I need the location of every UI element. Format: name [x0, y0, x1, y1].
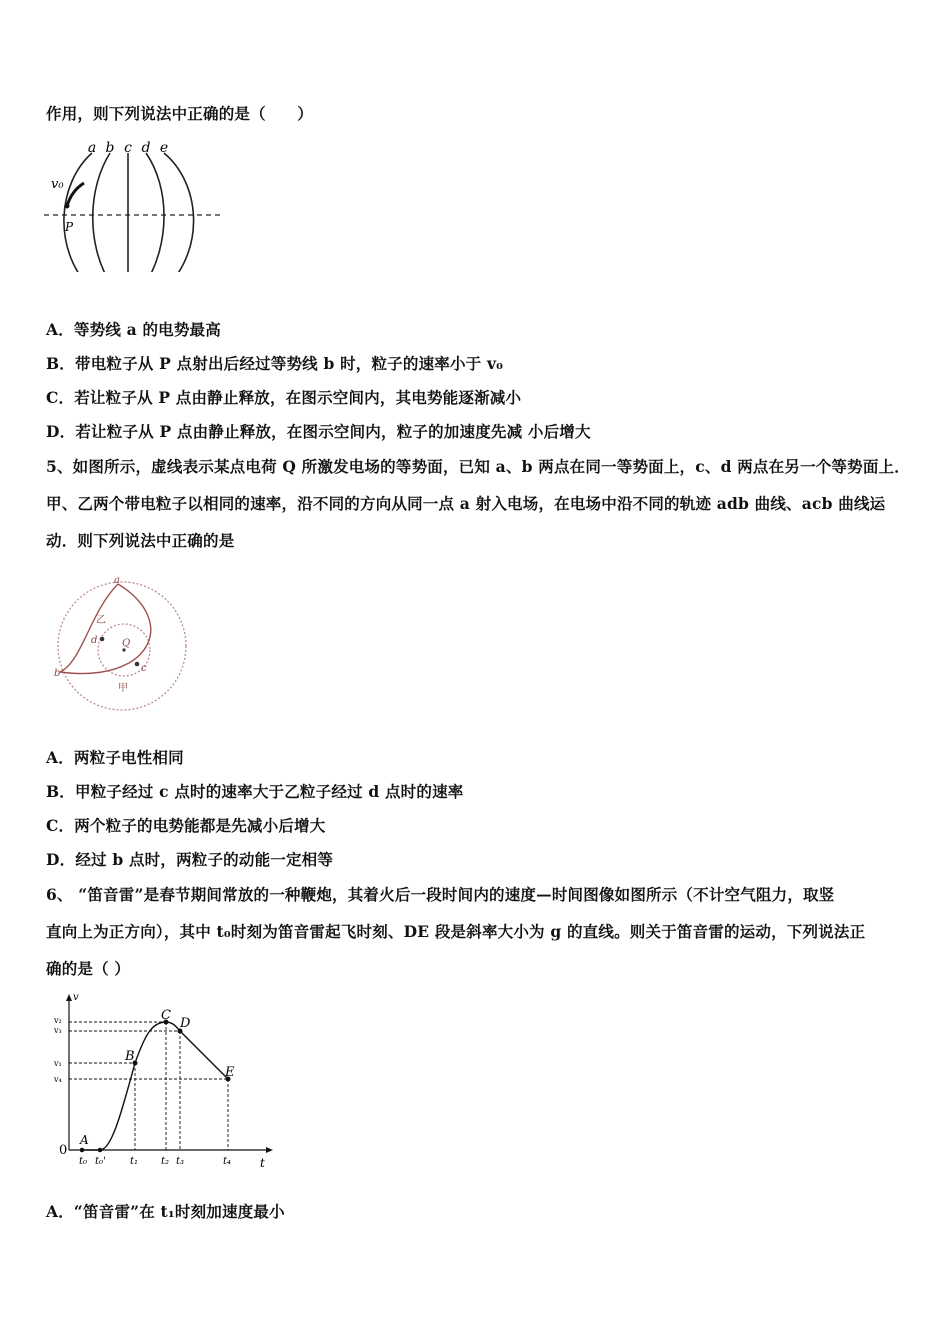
- label-origin: 0: [59, 1143, 68, 1158]
- q5-stem-line-2: 甲、乙两个带电粒子以相同的速率，沿不同的方向从同一点 a 射入电场，在电场中沿不同的轨迹 adb 曲线、acb 曲线运: [46, 494, 886, 513]
- q5-stem-line-1: 5、如图所示，虚线表示某点电荷 Q 所激发电场的等势面，已知 a、b 两点在同一等势面上，c、d 两点在另一个等势面上．: [46, 457, 910, 476]
- label-t0prime: t₀': [95, 1156, 106, 1167]
- label-E: E: [225, 1065, 235, 1080]
- q6-velocity-time-graph: [40, 990, 280, 1175]
- q6-stem-line-1: 6、 “笛音雷”是春节期间常放的一种鞭炮，其着火后一段时间内的速度—时间图像如图所示（不计空气阻力，取竖: [46, 885, 835, 904]
- label-q: Q: [122, 638, 131, 649]
- label-v2: v₂: [54, 1016, 62, 1025]
- label-c: c: [141, 663, 147, 674]
- label-a: a: [87, 140, 97, 156]
- label-t4: t₄: [223, 1156, 232, 1167]
- point-p: [65, 204, 70, 209]
- label-D: D: [180, 1016, 191, 1031]
- point-A: [80, 1148, 85, 1153]
- label-v: v: [73, 992, 79, 1003]
- label-C: C: [161, 1008, 171, 1023]
- label-d: d: [91, 635, 98, 646]
- q4-option-c: C．若让粒子从 P 点由静止释放，在图示空间内，其电势能逐渐减小: [46, 388, 522, 407]
- label-jia: 甲: [118, 683, 128, 694]
- q5-option-c: C．两个粒子的电势能都是先减小后增大: [46, 816, 326, 835]
- label-v4: v₄: [54, 1075, 62, 1084]
- point-d: [100, 637, 105, 642]
- q4-equipotential-figure: [40, 138, 225, 278]
- q5-point-charge-figure: [50, 572, 195, 717]
- label-B: B: [125, 1049, 135, 1064]
- equipotential-a: [64, 153, 92, 278]
- label-b: b: [105, 140, 115, 156]
- q5-stem-line-3: 动．则下列说法中正确的是: [46, 531, 235, 550]
- q6-stem-line-3: 确的是（ ）: [46, 959, 131, 978]
- point-t0prime: [98, 1148, 103, 1153]
- label-t2: t₂: [161, 1156, 170, 1167]
- label-v1: v₁: [54, 1059, 62, 1068]
- q6-option-a: A．“笛音雷”在 t₁时刻加速度最小: [46, 1202, 285, 1221]
- label-t0: t₀: [79, 1156, 88, 1167]
- label-e: e: [159, 140, 169, 156]
- label-yi: 乙: [96, 615, 106, 626]
- label-t3: t₃: [176, 1156, 185, 1167]
- q4-option-a: A．等势线 a 的电势最高: [46, 320, 221, 339]
- label-p: P: [65, 220, 74, 234]
- q4-option-d: D．若让粒子从 P 点由静止释放，在图示空间内，粒子的加速度先减 小后增大: [46, 422, 591, 441]
- q5-option-d: D．经过 b 点时，两粒子的动能一定相等: [46, 850, 334, 869]
- label-t: t: [260, 1156, 265, 1170]
- trajectory-adb-yi: [60, 584, 118, 672]
- velocity-curve: [82, 1022, 228, 1150]
- label-v3: v₃: [54, 1026, 62, 1035]
- q4-stem: 作用，则下列说法中正确的是（ ）: [46, 104, 313, 123]
- t-axis-arrow: [266, 1147, 273, 1153]
- label-a: a: [114, 575, 120, 586]
- label-v0: v₀: [51, 177, 64, 192]
- v-axis-arrow: [66, 994, 72, 1001]
- q5-option-a: A．两粒子电性相同: [46, 748, 184, 767]
- q4-option-b: B．带电粒子从 P 点射出后经过等势线 b 时，粒子的速率小于 v₀: [46, 354, 504, 373]
- q6-stem-line-2: 直向上为正方向），其中 t₀时刻为笛音雷起飞时刻、DE 段是斜率大小为 g 的直线。则关于笛音雷的运动，下列说法正: [46, 922, 866, 941]
- label-c: c: [124, 140, 132, 156]
- label-t1: t₁: [130, 1156, 139, 1167]
- label-b: b: [54, 668, 61, 679]
- label-A: A: [80, 1133, 89, 1147]
- q5-option-b: B．甲粒子经过 c 点时的速率大于乙粒子经过 d 点时的速率: [46, 782, 464, 801]
- point-c: [135, 662, 140, 667]
- label-d: d: [141, 140, 151, 156]
